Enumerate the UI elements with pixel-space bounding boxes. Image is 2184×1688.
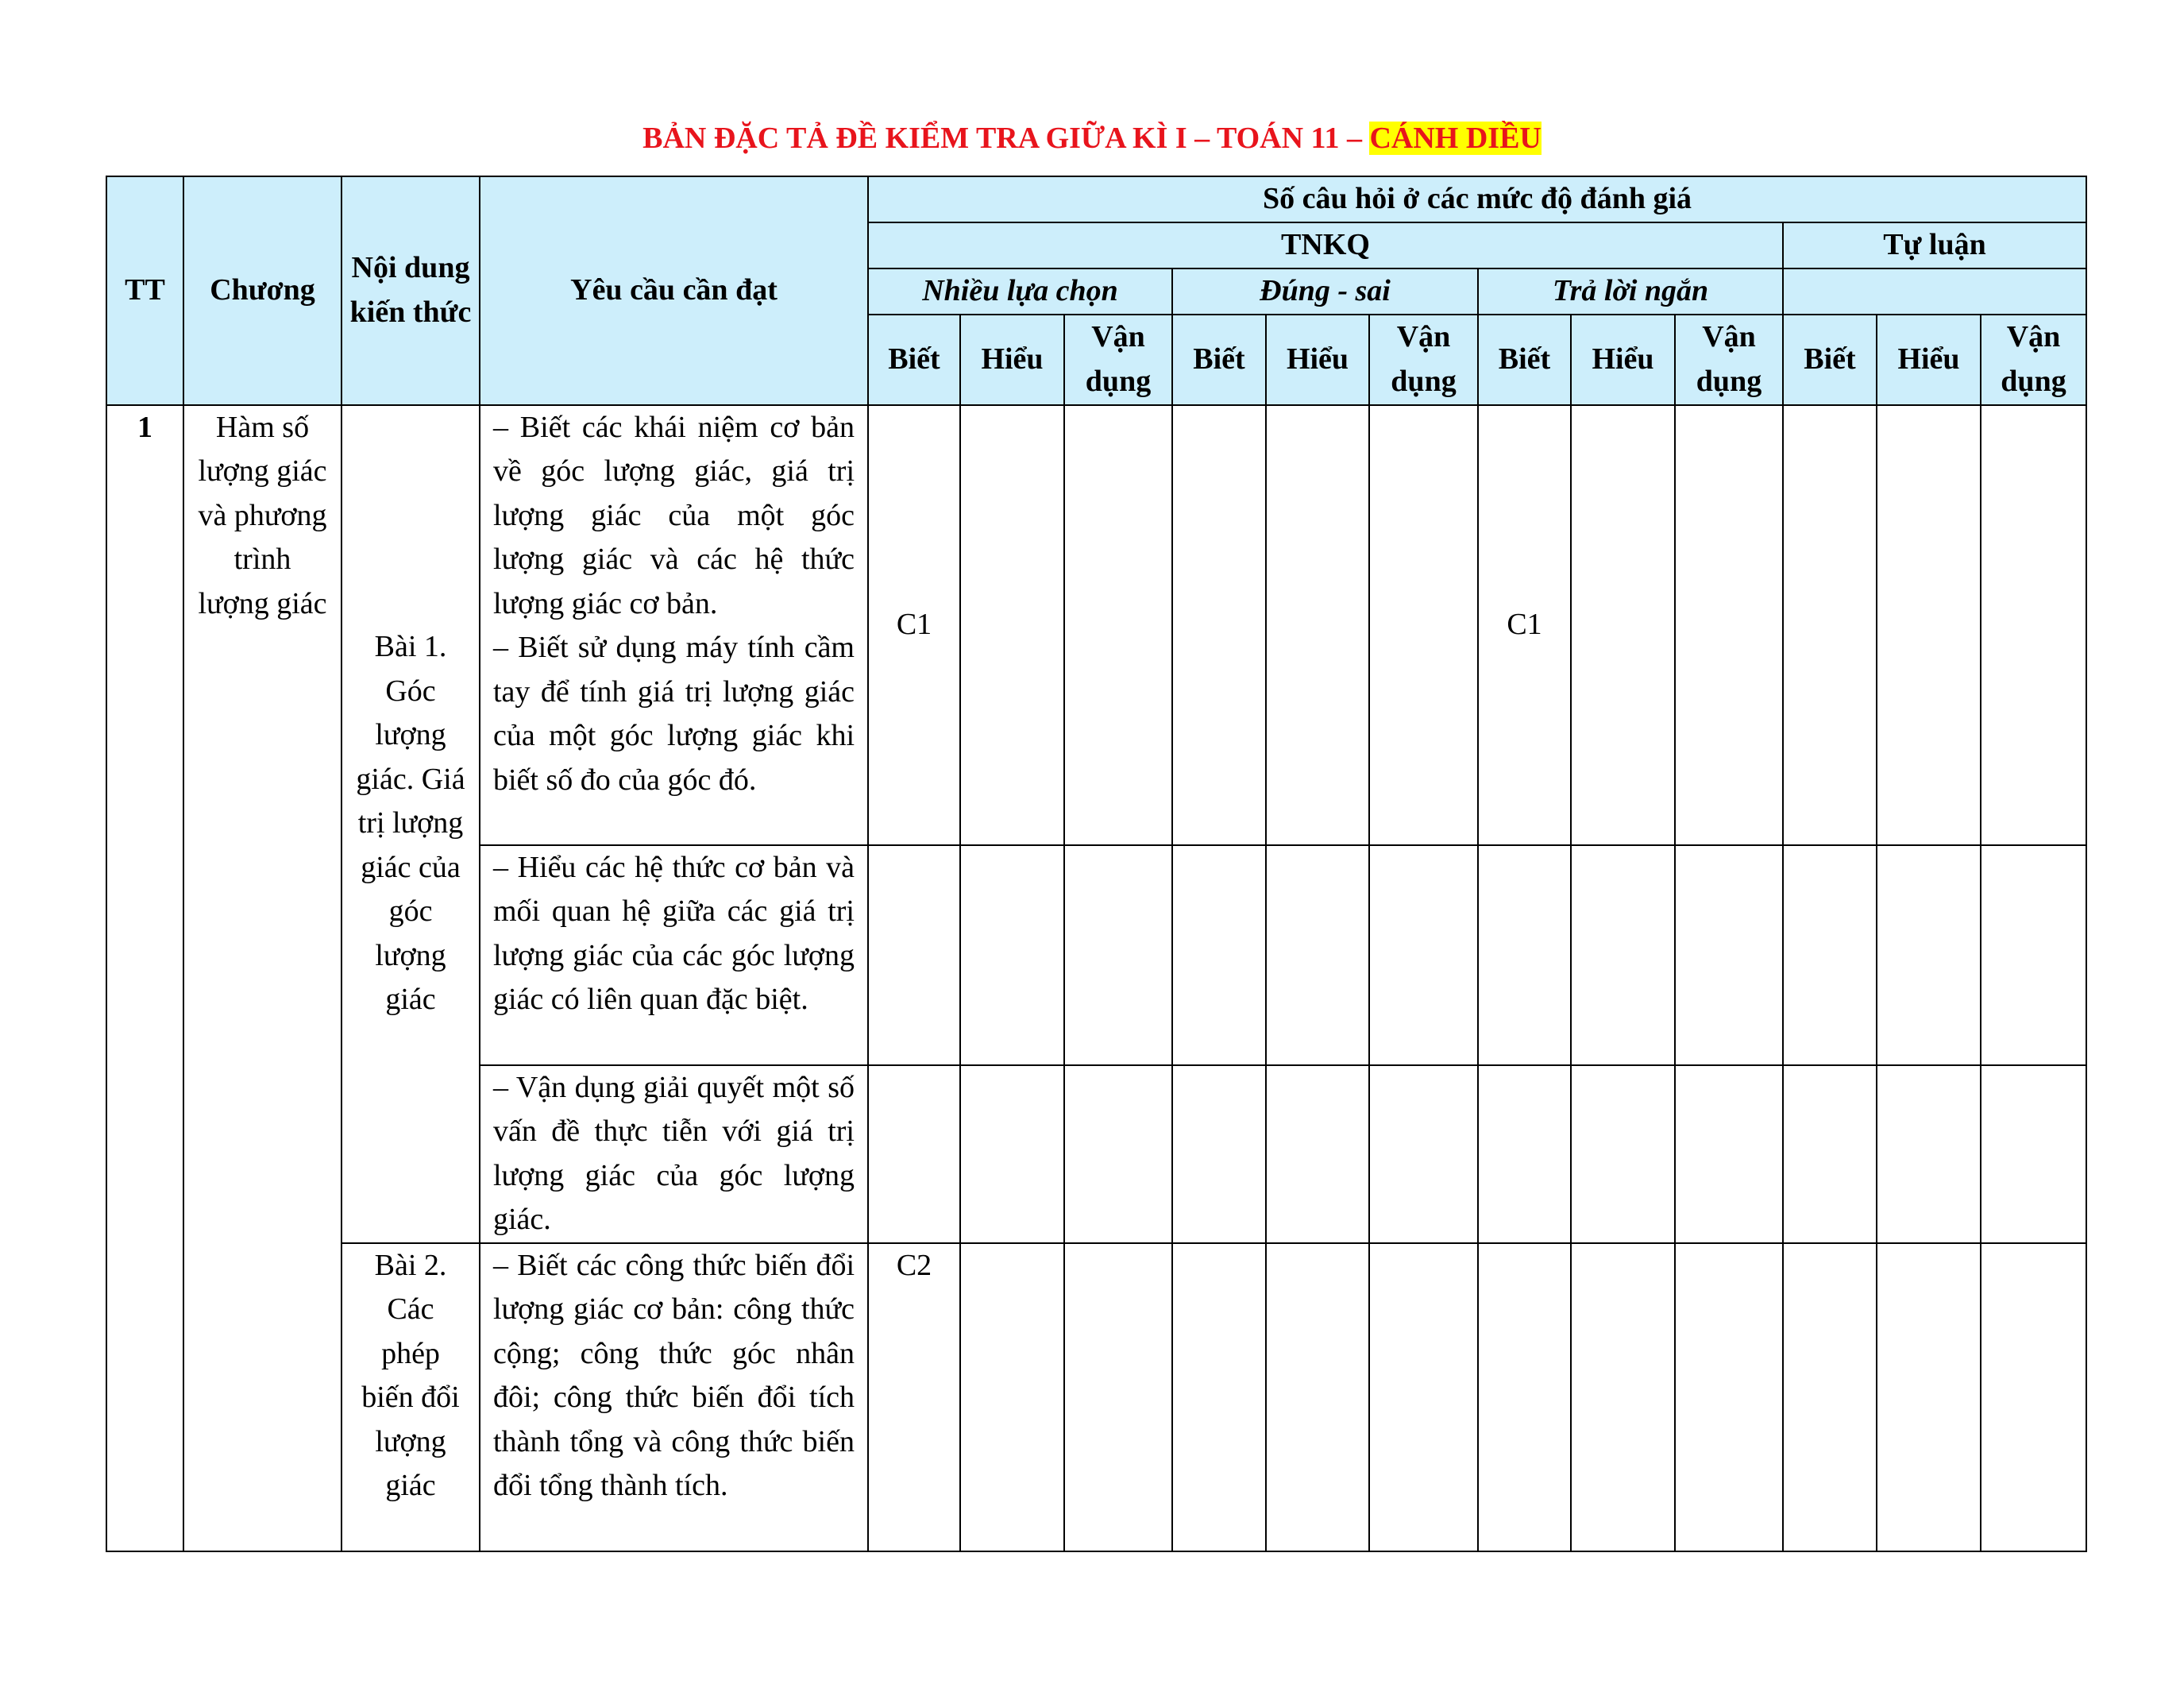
header-ds-hieu: Hiểu bbox=[1266, 315, 1369, 405]
cell-tl-van-dung bbox=[1981, 1243, 2086, 1551]
header-ds-biet: Biết bbox=[1172, 315, 1266, 405]
cell-ds-biet bbox=[1172, 405, 1266, 845]
cell-tln-van-dung bbox=[1675, 1243, 1783, 1551]
header-ds-van-dung: Vận dụng bbox=[1369, 315, 1478, 405]
header-noi-dung: Nội dung kiến thức bbox=[341, 176, 480, 405]
cell-tln-biet bbox=[1478, 1065, 1571, 1243]
row-tt: 1 bbox=[106, 405, 183, 1551]
header-tln-hieu: Hiểu bbox=[1571, 315, 1675, 405]
cell-tl-hieu bbox=[1877, 1243, 1981, 1551]
row-requirement: – Vận dụng giải quyết một số vấn đề thực tiễn với giá trị lượng giác của góc lượng giác. bbox=[480, 1065, 868, 1243]
header-so-cau-hoi: Số câu hỏi ở các mức độ đánh giá bbox=[868, 176, 2086, 222]
header-tl-van-dung: Vận dụng bbox=[1981, 315, 2086, 405]
cell-nlc-van-dung bbox=[1064, 405, 1172, 845]
row-chuong: Hàm số lượng giác và phương trình lượng giác bbox=[183, 405, 341, 1551]
cell-ds-hieu bbox=[1266, 1065, 1369, 1243]
header-chuong: Chương bbox=[183, 176, 341, 405]
cell-tln-biet bbox=[1478, 1243, 1571, 1551]
cell-tl-biet bbox=[1783, 405, 1877, 845]
table-row bbox=[106, 1243, 2086, 1551]
header-yeu-cau: Yêu cầu cần đạt bbox=[480, 176, 868, 405]
cell-nlc-biet bbox=[868, 845, 960, 1065]
cell-ds-van-dung bbox=[1369, 405, 1478, 845]
cell-tl-biet bbox=[1783, 1243, 1877, 1551]
header-tnkq: TNKQ bbox=[868, 222, 1783, 268]
header-tl-biet: Biết bbox=[1783, 315, 1877, 405]
cell-nlc-biet: C2 bbox=[868, 1243, 960, 1551]
header-tln-biet: Biết bbox=[1478, 315, 1571, 405]
cell-tl-biet bbox=[1783, 1065, 1877, 1243]
cell-nlc-van-dung bbox=[1064, 1065, 1172, 1243]
header-tl-hieu: Hiểu bbox=[1877, 315, 1981, 405]
cell-nlc-hieu bbox=[960, 405, 1064, 845]
cell-tln-hieu bbox=[1571, 845, 1675, 1065]
cell-tl-hieu bbox=[1877, 405, 1981, 845]
row-requirement: – Biết các công thức biến đổi lượng giác cơ bản: công thức cộng; công thức góc nhân đôi; công thức biến đổi tích thành tổng và công thức biến đổi tổng thành tích. bbox=[480, 1243, 868, 1551]
header-nlc-hieu: Hiểu bbox=[960, 315, 1064, 405]
row-lesson-2: Bài 2. Các phép biến đổi lượng giác bbox=[341, 1243, 480, 1551]
cell-nlc-hieu bbox=[960, 845, 1064, 1065]
header-nlc-biet: Biết bbox=[868, 315, 960, 405]
row-requirement: – Biết các khái niệm cơ bản về góc lượng giác, giá trị lượng giác của một góc lượng giác và các hệ thức lượng giác cơ bản. – Biết sử dụng máy tính cầm tay để tính giá trị lượng giác của một góc lượng giác khi biết số đo của góc đó. bbox=[480, 405, 868, 845]
cell-ds-biet bbox=[1172, 1243, 1266, 1551]
cell-tl-hieu bbox=[1877, 845, 1981, 1065]
specification-table bbox=[106, 176, 2087, 1552]
header-dung-sai: Đúng - sai bbox=[1172, 268, 1478, 315]
header-nhieu-lua-chon: Nhiều lựa chọn bbox=[868, 268, 1172, 315]
header-tu-luan: Tự luận bbox=[1783, 222, 2086, 268]
cell-tl-van-dung bbox=[1981, 845, 2086, 1065]
cell-ds-hieu bbox=[1266, 845, 1369, 1065]
row-lesson-1: Bài 1. Góc lượng giác. Giá trị lượng giác của góc lượng giác bbox=[341, 405, 480, 1243]
cell-tln-biet bbox=[1478, 845, 1571, 1065]
cell-ds-hieu bbox=[1266, 405, 1369, 845]
cell-tl-van-dung bbox=[1981, 1065, 2086, 1243]
cell-tl-biet bbox=[1783, 845, 1877, 1065]
header-tln-van-dung: Vận dụng bbox=[1675, 315, 1783, 405]
title-highlight: CÁNH DIỀU bbox=[1369, 122, 1542, 155]
row-requirement: – Hiểu các hệ thức cơ bản và mối quan hệ giữa các giá trị lượng giác của các góc lượng giác có liên quan đặc biệt. bbox=[480, 845, 868, 1065]
header-nlc-van-dung: Vận dụng bbox=[1064, 315, 1172, 405]
header-tt: TT bbox=[106, 176, 183, 405]
cell-nlc-hieu bbox=[960, 1065, 1064, 1243]
title-main: BẢN ĐẶC TẢ ĐỀ KIỂM TRA GIỮA KÌ I – TOÁN 11 – bbox=[642, 122, 1370, 155]
cell-ds-van-dung bbox=[1369, 1065, 1478, 1243]
document-title bbox=[0, 118, 2184, 159]
cell-tln-hieu bbox=[1571, 1065, 1675, 1243]
cell-nlc-biet bbox=[868, 1065, 960, 1243]
header-tra-loi-ngan: Trả lời ngắn bbox=[1478, 268, 1783, 315]
cell-ds-van-dung bbox=[1369, 845, 1478, 1065]
cell-tl-van-dung bbox=[1981, 405, 2086, 845]
cell-ds-hieu bbox=[1266, 1243, 1369, 1551]
cell-nlc-van-dung bbox=[1064, 845, 1172, 1065]
cell-tl-hieu bbox=[1877, 1065, 1981, 1243]
cell-tln-van-dung bbox=[1675, 405, 1783, 845]
cell-nlc-hieu bbox=[960, 1243, 1064, 1551]
cell-tln-hieu bbox=[1571, 405, 1675, 845]
cell-nlc-van-dung bbox=[1064, 1243, 1172, 1551]
cell-tln-van-dung bbox=[1675, 845, 1783, 1065]
cell-tln-biet: C1 bbox=[1478, 405, 1571, 845]
cell-ds-biet bbox=[1172, 1065, 1266, 1243]
table-row bbox=[106, 405, 2086, 845]
cell-ds-biet bbox=[1172, 845, 1266, 1065]
cell-tln-van-dung bbox=[1675, 1065, 1783, 1243]
cell-tln-hieu bbox=[1571, 1243, 1675, 1551]
header-tu-luan-blank bbox=[1783, 268, 2086, 315]
cell-nlc-biet: C1 bbox=[868, 405, 960, 845]
cell-ds-van-dung bbox=[1369, 1243, 1478, 1551]
